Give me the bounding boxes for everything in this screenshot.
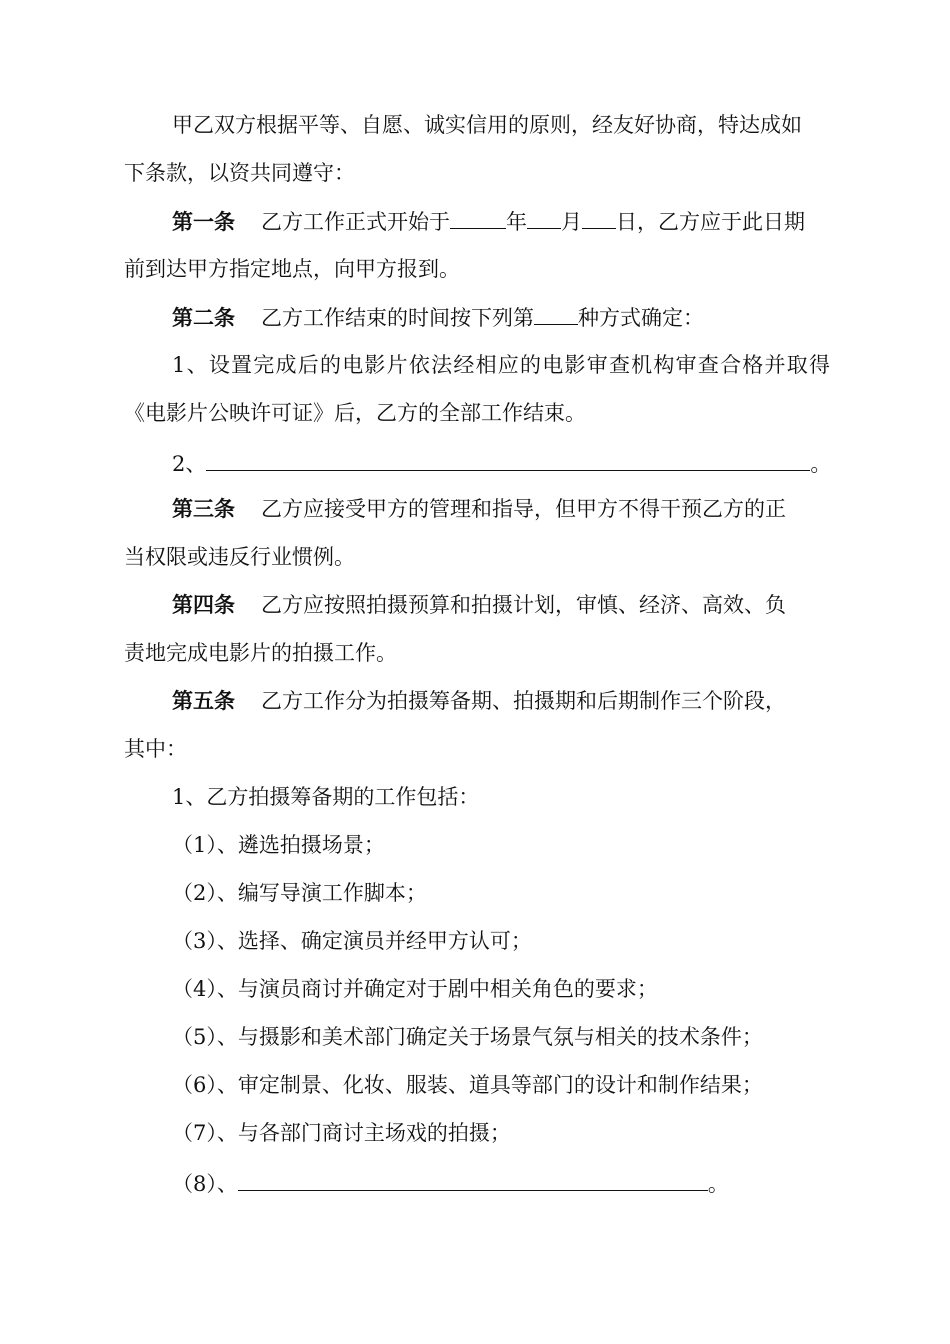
article-3-text: 乙方应接受甲方的管理和指导，但甲方不得干预乙方的正	[261, 497, 786, 521]
article-4-text: 乙方应按照拍摄预算和拍摄计划，审慎、经济、高效、负	[261, 593, 786, 617]
article-4-line-2: 责地完成电影片的拍摄工作。	[124, 641, 397, 665]
article-5-sub-1: 1、乙方拍摄筹备期的工作包括：	[172, 785, 480, 809]
year-blank[interactable]	[450, 206, 506, 229]
list-item: （6）、审定制景、化妆、服装、道具等部门的设计和制作结果；	[172, 1073, 763, 1097]
month-blank[interactable]	[527, 206, 561, 229]
article-1-line-2: 前到达甲方指定地点，向甲方报到。	[124, 257, 460, 281]
article-2-line-1	[172, 302, 830, 332]
list-item: （1）、遴选拍摄场景；	[172, 833, 385, 857]
article-1-text-a: 乙方工作正式开始于	[261, 210, 450, 234]
article-2-text-a: 乙方工作结束的时间按下列第	[261, 306, 534, 330]
intro-line-2: 下条款，以资共同遵守：	[124, 161, 355, 185]
article-5-line-2: 其中：	[124, 737, 187, 761]
article-4-label: 第四条	[172, 593, 235, 617]
month-label: 月	[561, 210, 582, 234]
item-8-blank[interactable]	[238, 1168, 708, 1191]
item-2-blank[interactable]	[206, 448, 810, 471]
list-item: （5）、与摄影和美术部门确定关于场景气氛与相关的技术条件；	[172, 1025, 763, 1049]
article-5-label: 第五条	[172, 689, 235, 713]
article-2-label: 第二条	[172, 306, 235, 330]
article-3-label: 第三条	[172, 497, 235, 521]
item-8-suffix: 。	[707, 1172, 729, 1196]
list-item: （7）、与各部门商讨主场戏的拍摄；	[172, 1121, 511, 1145]
list-item: （2）、编写导演工作脚本；	[172, 881, 427, 905]
article-2-item-2	[172, 448, 830, 478]
article-3-line-2: 当权限或违反行业惯例。	[124, 545, 355, 569]
article-1-text-day: 日，乙方应于此日期	[616, 210, 805, 234]
article-1-line-1	[172, 206, 830, 236]
list-item: （4）、与演员商讨并确定对于剧中相关角色的要求；	[172, 977, 658, 1001]
article-2-item-1-line-2: 《电影片公映许可证》后，乙方的全部工作结束。	[124, 401, 586, 425]
article-2-item-2-suffix: 。	[810, 452, 832, 476]
intro-line-1: 甲乙双方根据平等、自愿、诚实信用的原则，经友好协商，特达成如	[172, 113, 802, 137]
article-5-text: 乙方工作分为拍摄筹备期、拍摄期和后期制作三个阶段，	[261, 689, 786, 713]
item-8-prefix: （8）、	[172, 1172, 238, 1196]
list-item: （3）、选择、确定演员并经甲方认可；	[172, 929, 532, 953]
article-2-item-1-line-1: 1、设置完成后的电影片依法经相应的电影审查机构审查合格并取得	[172, 353, 830, 377]
article-5-line-1	[172, 686, 830, 716]
article-2-item-2-prefix: 2、	[172, 452, 207, 476]
list-item-8	[172, 1168, 830, 1198]
method-number-blank[interactable]	[534, 302, 578, 325]
day-blank[interactable]	[582, 206, 616, 229]
article-3-line-1	[172, 494, 830, 524]
article-2-text-b: 种方式确定：	[578, 306, 704, 330]
article-1-label: 第一条	[172, 210, 235, 234]
article-4-line-1	[172, 590, 830, 620]
year-label: 年	[506, 210, 527, 234]
